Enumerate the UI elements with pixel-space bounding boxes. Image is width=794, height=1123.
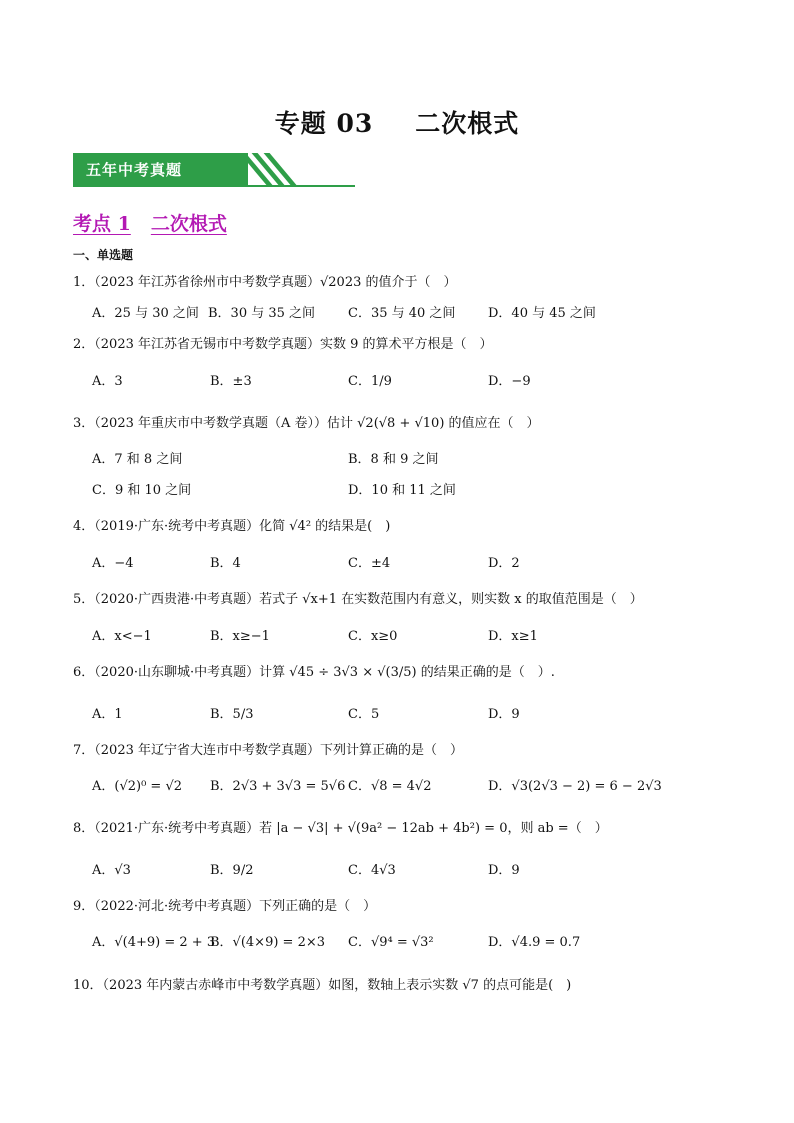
option-d: D．2	[488, 556, 520, 571]
option-b: B．9/2	[210, 863, 254, 878]
question-number: 1．	[73, 275, 95, 290]
question-3	[73, 412, 540, 431]
option-b: B．2√3 + 3√3 = 5√6	[210, 779, 346, 794]
question-1	[73, 271, 457, 290]
topic-name: 二次根式	[150, 213, 227, 235]
banner-label: 五年中考真题	[86, 161, 183, 179]
question-text: （2021·广东·统考中考真题）若 |a − √3| + √(9a² − 12ab + 4b²) = 0，则 ab =（ ）	[94, 821, 608, 836]
option-a: A．−4	[92, 556, 134, 571]
section-banner	[73, 151, 355, 187]
option-d: D．9	[488, 707, 520, 722]
title-prefix: 专题 03	[274, 109, 374, 138]
question-8	[73, 817, 608, 836]
question-text: （2020·广西贵港·中考真题）若式子 √x+1 在实数范围内有意义，则实数 x 的取值范围是（ ）	[94, 592, 643, 607]
title-main: 二次根式	[415, 109, 520, 138]
option-d: D．−9	[488, 374, 531, 389]
question-10	[73, 974, 571, 993]
question-text: （2023 年重庆市中考数学真题（A 卷））估计 √2(√8 + √10) 的值应在（ ）	[94, 416, 540, 431]
question-text: （2023 年江苏省无锡市中考数学真题）实数 9 的算术平方根是（ ）	[94, 337, 493, 352]
question-text: （2022·河北·统考中考真题）下列正确的是（ ）	[94, 899, 377, 914]
option-d: D．x≥1	[488, 629, 538, 644]
option-a: A．25 与 30 之间	[92, 306, 199, 321]
option-c: C．1/9	[348, 374, 392, 389]
question-number: 8．	[73, 821, 95, 836]
question-number: 10．	[73, 978, 103, 993]
option-a: A．3	[92, 374, 123, 389]
question-number: 5．	[73, 592, 95, 607]
option-b: B．4	[210, 556, 241, 571]
option-c: C．9 和 10 之间	[92, 483, 192, 498]
topic-number: 考点 1	[73, 213, 131, 235]
question-text: （2019·广东·统考中考真题）化简 √4² 的结果是( )	[94, 519, 391, 534]
option-c: C．√9⁴ = √3²	[348, 935, 434, 950]
question-text: （2023 年江苏省徐州市中考数学真题）√2023 的值介于（ ）	[94, 275, 457, 290]
option-a: A．7 和 8 之间	[92, 452, 183, 467]
question-4	[73, 515, 390, 534]
option-a: A．x<−1	[92, 629, 152, 644]
topic-heading	[73, 209, 227, 236]
question-number: 2．	[73, 337, 95, 352]
option-b: B．30 与 35 之间	[208, 306, 316, 321]
page-title	[0, 104, 794, 140]
option-c: C．35 与 40 之间	[348, 306, 456, 321]
question-5	[73, 588, 643, 607]
option-a: A．√(4+9) = 2 + 3	[92, 935, 216, 950]
question-number: 7．	[73, 743, 95, 758]
question-text: （2020·山东聊城·中考真题）计算 √45 ÷ 3√3 × √(3/5) 的结果正确的是（ ）.	[94, 665, 555, 680]
option-c: C．±4	[348, 556, 391, 571]
option-a: A．1	[92, 707, 123, 722]
option-c: C．x≥0	[348, 629, 398, 644]
option-c: C．5	[348, 707, 380, 722]
question-2	[73, 333, 493, 352]
option-b: B．8 和 9 之间	[348, 452, 439, 467]
option-b: B．x≥−1	[210, 629, 270, 644]
question-number: 4．	[73, 519, 95, 534]
option-d: D．10 和 11 之间	[348, 483, 456, 498]
option-b: B．5/3	[210, 707, 254, 722]
option-d: D．9	[488, 863, 520, 878]
banner-underline	[73, 185, 355, 187]
question-text: （2023 年内蒙古赤峰市中考数学真题）如图，数轴上表示实数 √7 的点可能是( )	[102, 978, 572, 993]
option-c: C．4√3	[348, 863, 396, 878]
option-b: B．±3	[210, 374, 252, 389]
option-c: C．√8 = 4√2	[348, 779, 432, 794]
option-a: A．√3	[92, 863, 131, 878]
option-d: D．√3(2√3 − 2) = 6 − 2√3	[488, 779, 662, 794]
option-d: D．40 与 45 之间	[488, 306, 596, 321]
option-d: D．√4.9 = 0.7	[488, 935, 581, 950]
option-b: B．√(4×9) = 2×3	[210, 935, 326, 950]
question-9	[73, 895, 376, 914]
question-7	[73, 739, 463, 758]
option-a: A．(√2)⁰ = √2	[92, 779, 183, 794]
section-label: 一、单选题	[73, 248, 134, 262]
question-number: 6．	[73, 665, 95, 680]
question-number: 3．	[73, 416, 95, 431]
question-6	[73, 661, 555, 680]
question-number: 9．	[73, 899, 95, 914]
question-text: （2023 年辽宁省大连市中考数学真题）下列计算正确的是（ ）	[94, 743, 463, 758]
